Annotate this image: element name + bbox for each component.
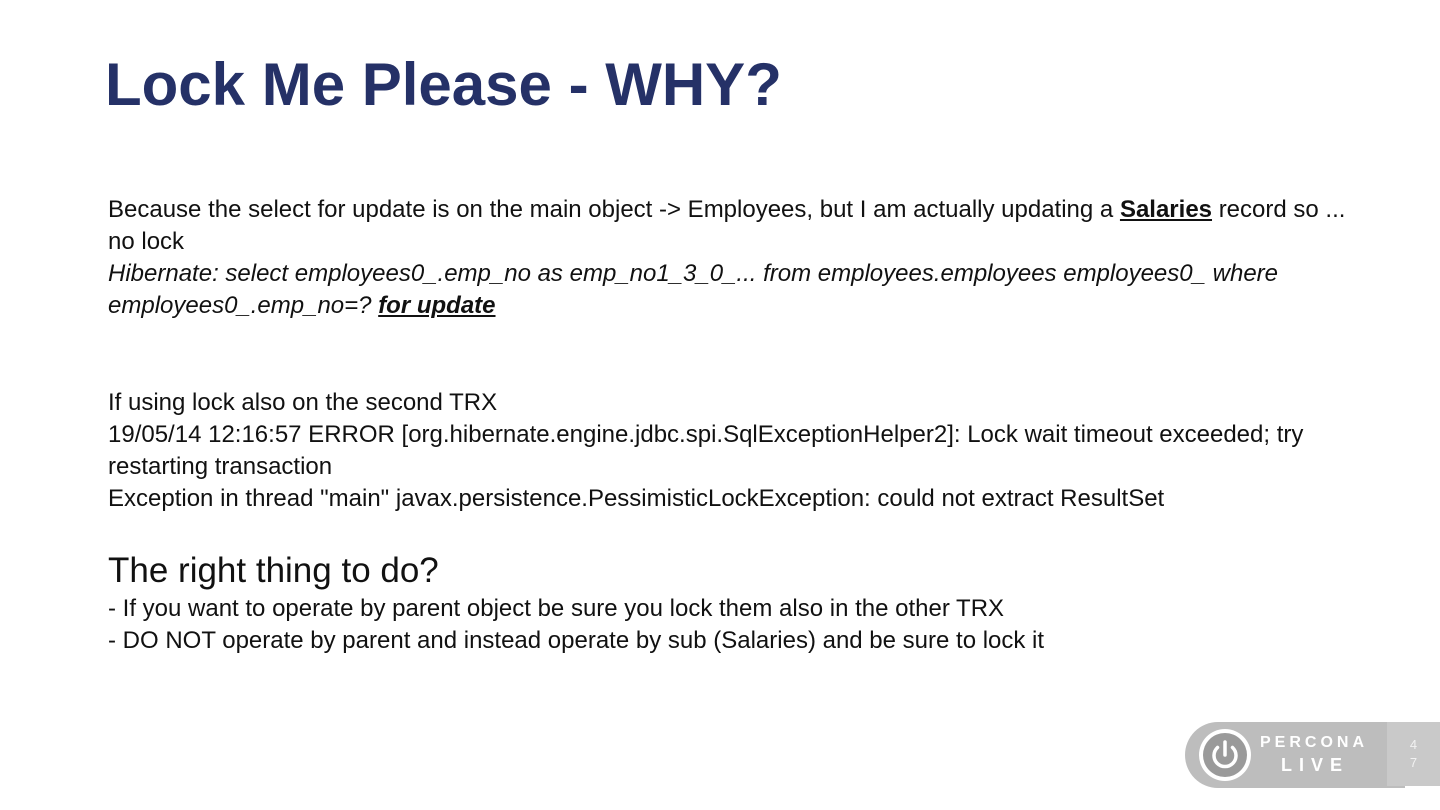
logo-background xyxy=(1185,722,1405,788)
page-number-digit: 4 xyxy=(1409,737,1418,752)
solution-bullet: - If you want to operate by parent object be sure you lock them also in the other TRX xyxy=(108,595,1005,622)
explanation-text-continued: record so ... no lock xyxy=(108,196,1346,255)
page-number-digit: 7 xyxy=(1409,755,1418,770)
salaries-emphasis: Salaries xyxy=(1119,196,1213,223)
error-log-line: 19/05/14 12:16:57 ERROR [org.hibernate.engine.jdbc.spi.SqlExceptionHelper2]: Lock wait timeout exceeded; try restarting transaction xyxy=(108,421,1304,480)
hibernate-query xyxy=(108,258,1378,322)
solution-bullet: - DO NOT operate by parent and instead operate by sub (Salaries) and be sure to lock it xyxy=(108,627,1045,654)
error-block xyxy=(108,387,1378,515)
for-update-emphasis: for update xyxy=(378,292,496,319)
explanation-block xyxy=(108,194,1378,322)
power-icon xyxy=(1199,729,1251,781)
explanation-text: Because the select for update is on the main object -> Employees, but I am actually updating a xyxy=(108,196,1120,223)
page-number xyxy=(1387,722,1440,786)
percona-live-logo xyxy=(1185,722,1440,788)
solution-heading: The right thing to do? xyxy=(108,551,439,590)
logo-word-percona: PERCONA xyxy=(1260,734,1369,751)
hibernate-query-text: Hibernate: select employees0_.emp_no as emp_no1_3_0_... from employees.employees employees0_ where employees0_.emp_no=? xyxy=(108,260,1279,319)
solution-block xyxy=(108,549,1378,657)
logo-word-live: LIVE xyxy=(1281,755,1350,775)
explanation-paragraph xyxy=(108,194,1378,258)
exception-line: Exception in thread "main" javax.persistence.PessimisticLockException: could not extract ResultSet xyxy=(108,485,1165,512)
second-trx-line: If using lock also on the second TRX xyxy=(108,389,498,416)
slide-title: Lock Me Please - WHY? xyxy=(105,51,782,118)
